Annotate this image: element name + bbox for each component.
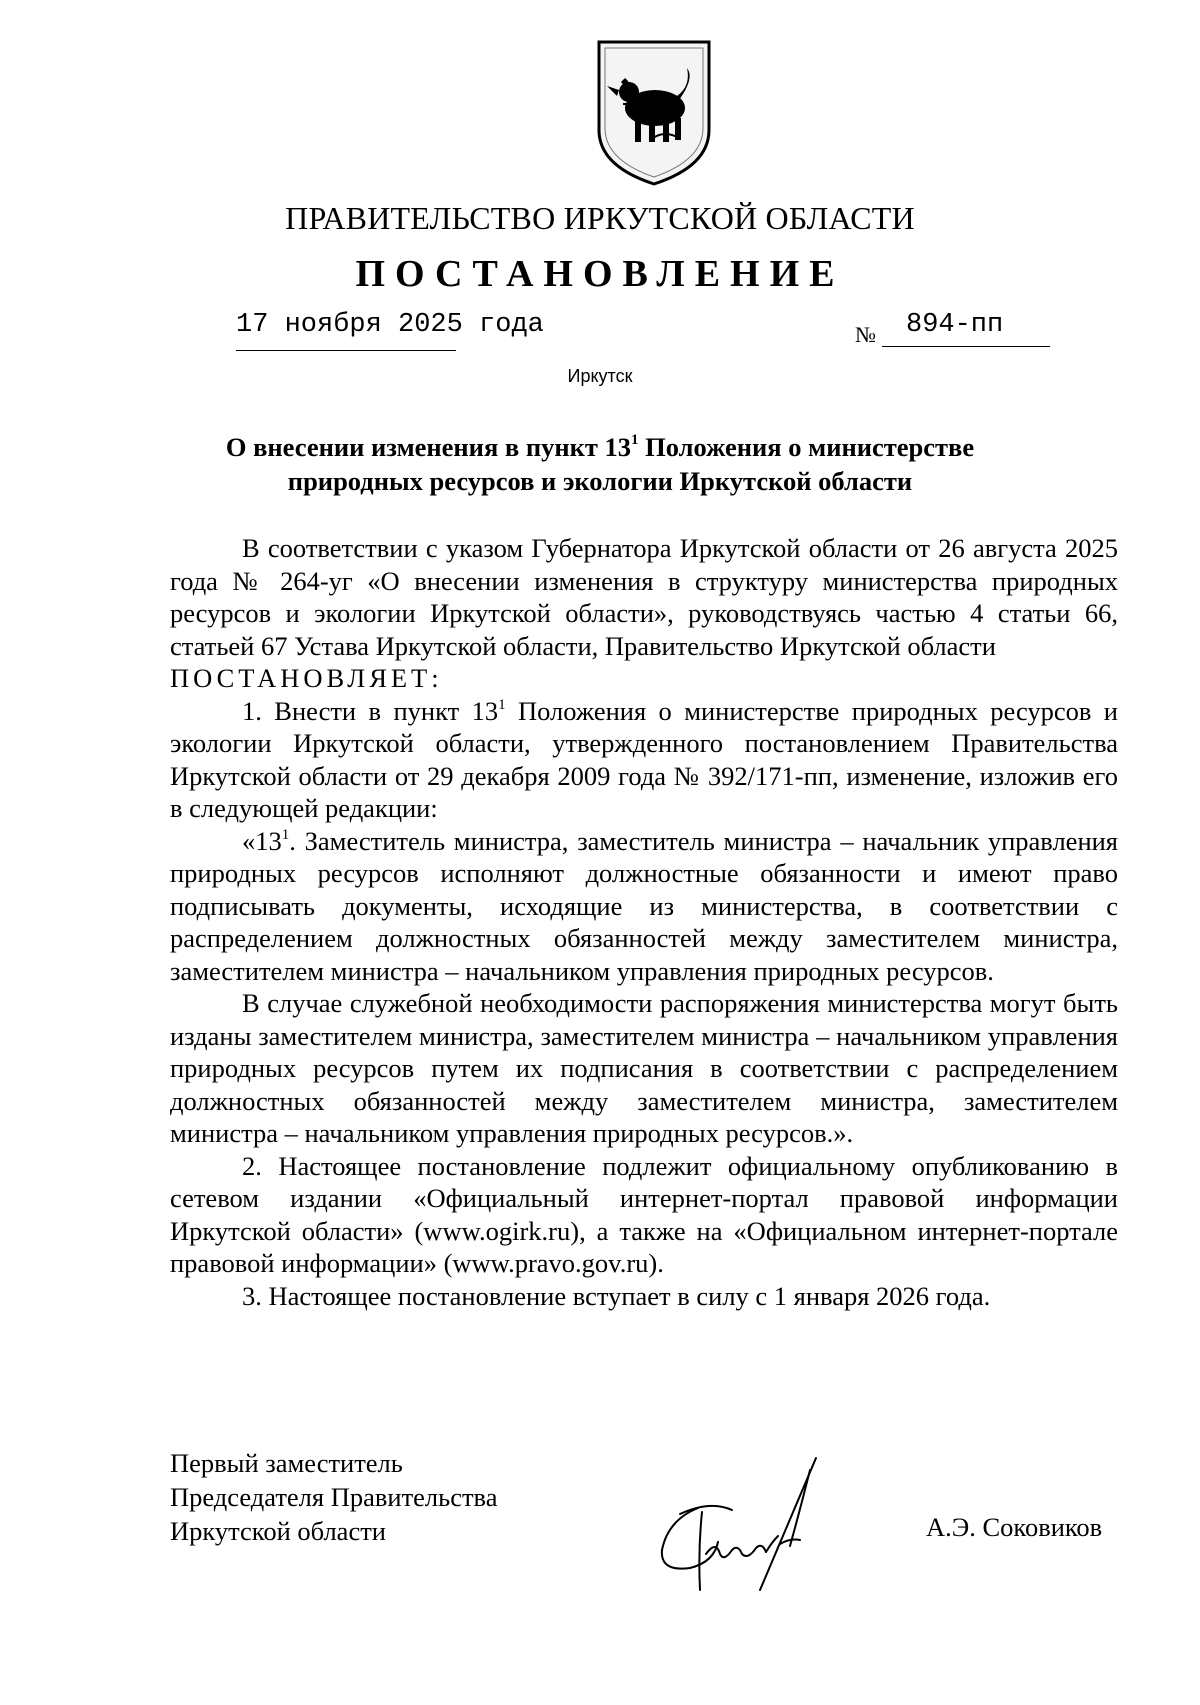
document-date: 17 ноября 2025 года [236, 310, 544, 340]
quote-paragraph-2: В случае служебной необходимости распоряжения министерства могут быть изданы заместителем министра, заместителем министра – начальником управления природных ресурсов путем их подписания в соответствии с распределением должностных обязанностей между заместителем министра, заместителем министра – начальником управления природных ресурсов.». [170, 988, 1118, 1148]
signatory-name: А.Э. Соковиков [926, 1512, 1103, 1542]
item-3-paragraph: 3. Настоящее постановление вступает в силу с 1 января 2026 года. [242, 1280, 991, 1311]
preamble-paragraph: В соответствии с указом Губернатора Иркутской области от 26 августа 2025 года № 264-уг «О внесении изменения в структуру министерства природных ресурсов и экологии Иркутской области», руководствуясь частью 4 статьи 66, статьей 67 Устава Иркутской области, Правительство Иркутской области [170, 533, 1118, 661]
number-sign: № [855, 322, 876, 347]
handwritten-signature [640, 1450, 840, 1600]
title-line1-part1: О внесении изменения в пункт 13 [225, 432, 632, 462]
coat-of-arms-emblem [595, 38, 713, 188]
date-underline [236, 350, 456, 351]
quote-paragraph-1 [170, 825, 1118, 988]
item-1-part1: 1. Внести в пункт 13 [242, 695, 499, 726]
item-1-part2: Положения о министерстве природных ресурсов и экологии Иркутской области, утвержденного постановлением Правительства Иркутской области от 29 декабря 2009 года № 392/171-пп, изменение, изложив его в следующей редакции: [170, 695, 1118, 823]
position-line-1: Первый заместитель [170, 1448, 403, 1478]
city-name: Иркутск [567, 366, 633, 386]
quote-1-superscript: 1 [281, 826, 290, 843]
document-type-heading: ПОСТАНОВЛЕНИЕ [355, 253, 845, 295]
document-body [170, 532, 1118, 1312]
signatory-position [170, 1446, 498, 1548]
number-underline [882, 346, 1050, 347]
position-line-2: Председателя Правительства [170, 1482, 498, 1512]
quote-1-part2: . Заместитель министра, заместитель министра – начальник управления природных ресурсов исполняют должностные обязанности и имеют право подписывать документы, исходящие из министерства, в соответствии с распределением должностных обязанностей между заместителем министра, заместителем министра – начальником управления природных ресурсов. [170, 825, 1118, 986]
title-line1-part2: Положения о министерстве [638, 432, 975, 462]
title-line2: природных ресурсов и экологии Иркутской области [287, 466, 913, 496]
document-title [170, 430, 1030, 498]
position-line-3: Иркутской области [170, 1516, 386, 1546]
item-1-superscript: 1 [498, 696, 506, 713]
item-2-paragraph: 2. Настоящее постановление подлежит официальному опубликованию в сетевом издании «Официальный интернет-портал правовой информации Иркутской области» (www.ogirk.ru), а также на «Официальном интернет-портале правовой информации» (www.pravo.gov.ru). [170, 1150, 1118, 1278]
title-superscript: 1 [631, 432, 639, 448]
decree-word: ПОСТАНОВЛЯЕТ: [170, 663, 443, 693]
document-number: 894-пп [906, 310, 1004, 340]
quote-1-part1: «13 [242, 825, 282, 856]
government-name: ПРАВИТЕЛЬСТВО ИРКУТСКОЙ ОБЛАСТИ [285, 200, 915, 236]
item-1-paragraph [170, 695, 1118, 825]
